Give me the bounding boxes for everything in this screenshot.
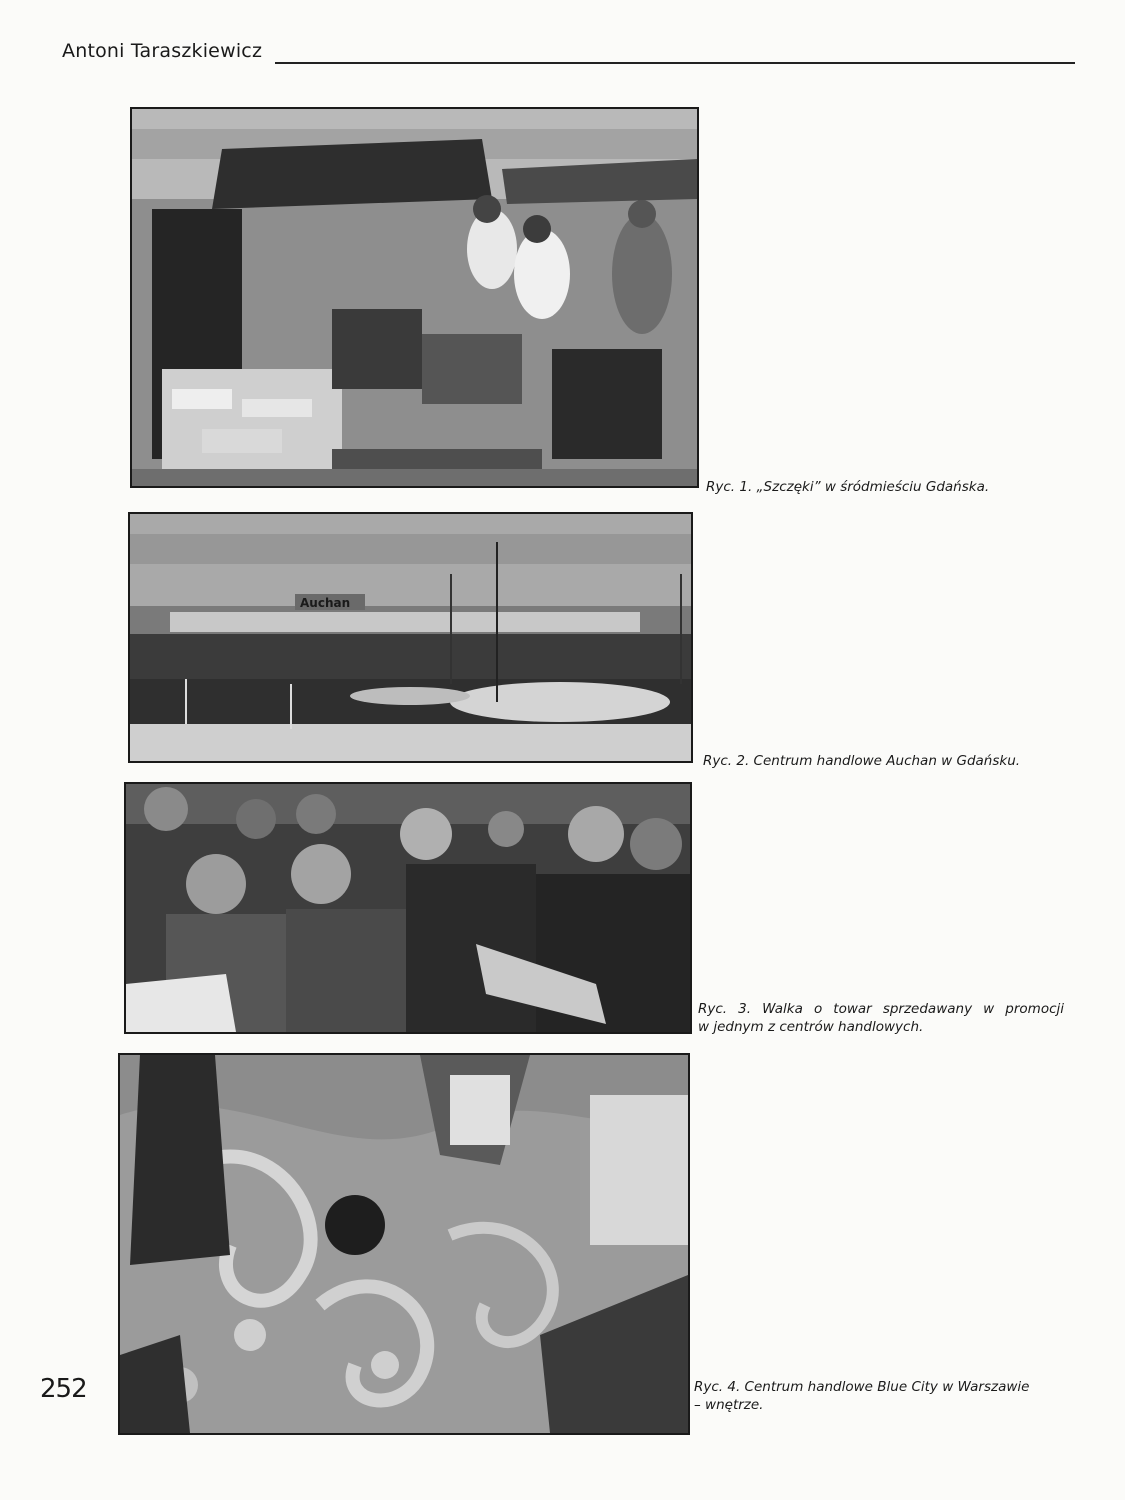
figure-1-photo xyxy=(130,107,699,488)
figure-4-caption-line-2: – wnętrze. xyxy=(694,1397,764,1413)
figure-3-caption xyxy=(698,1000,1064,1036)
page-number: 252 xyxy=(40,1374,87,1404)
running-header-author: Antoni Taraszkiewicz xyxy=(62,40,263,62)
header-rule xyxy=(275,62,1075,64)
figure-3-photo xyxy=(124,782,692,1034)
figure-4-caption xyxy=(694,1378,1064,1414)
figure-4-caption-line-1: Ryc. 4. Centrum handlowe Blue City w Warszawie xyxy=(694,1379,1030,1395)
figure-2-photo xyxy=(128,512,693,763)
figure-3-caption-line-1: Ryc. 3. Walka o towar sprzedawany w promocji xyxy=(698,1001,1064,1017)
figure-3-caption-line-2: w jednym z centrów handlowych. xyxy=(698,1019,924,1035)
figure-4-photo xyxy=(118,1053,690,1435)
auchan-sign-text: Auchan xyxy=(300,596,351,610)
figure-1-caption: Ryc. 1. „Szczęki” w śródmieściu Gdańska. xyxy=(706,479,990,495)
figure-2-caption: Ryc. 2. Centrum handlowe Auchan w Gdańsku. xyxy=(703,753,1021,769)
